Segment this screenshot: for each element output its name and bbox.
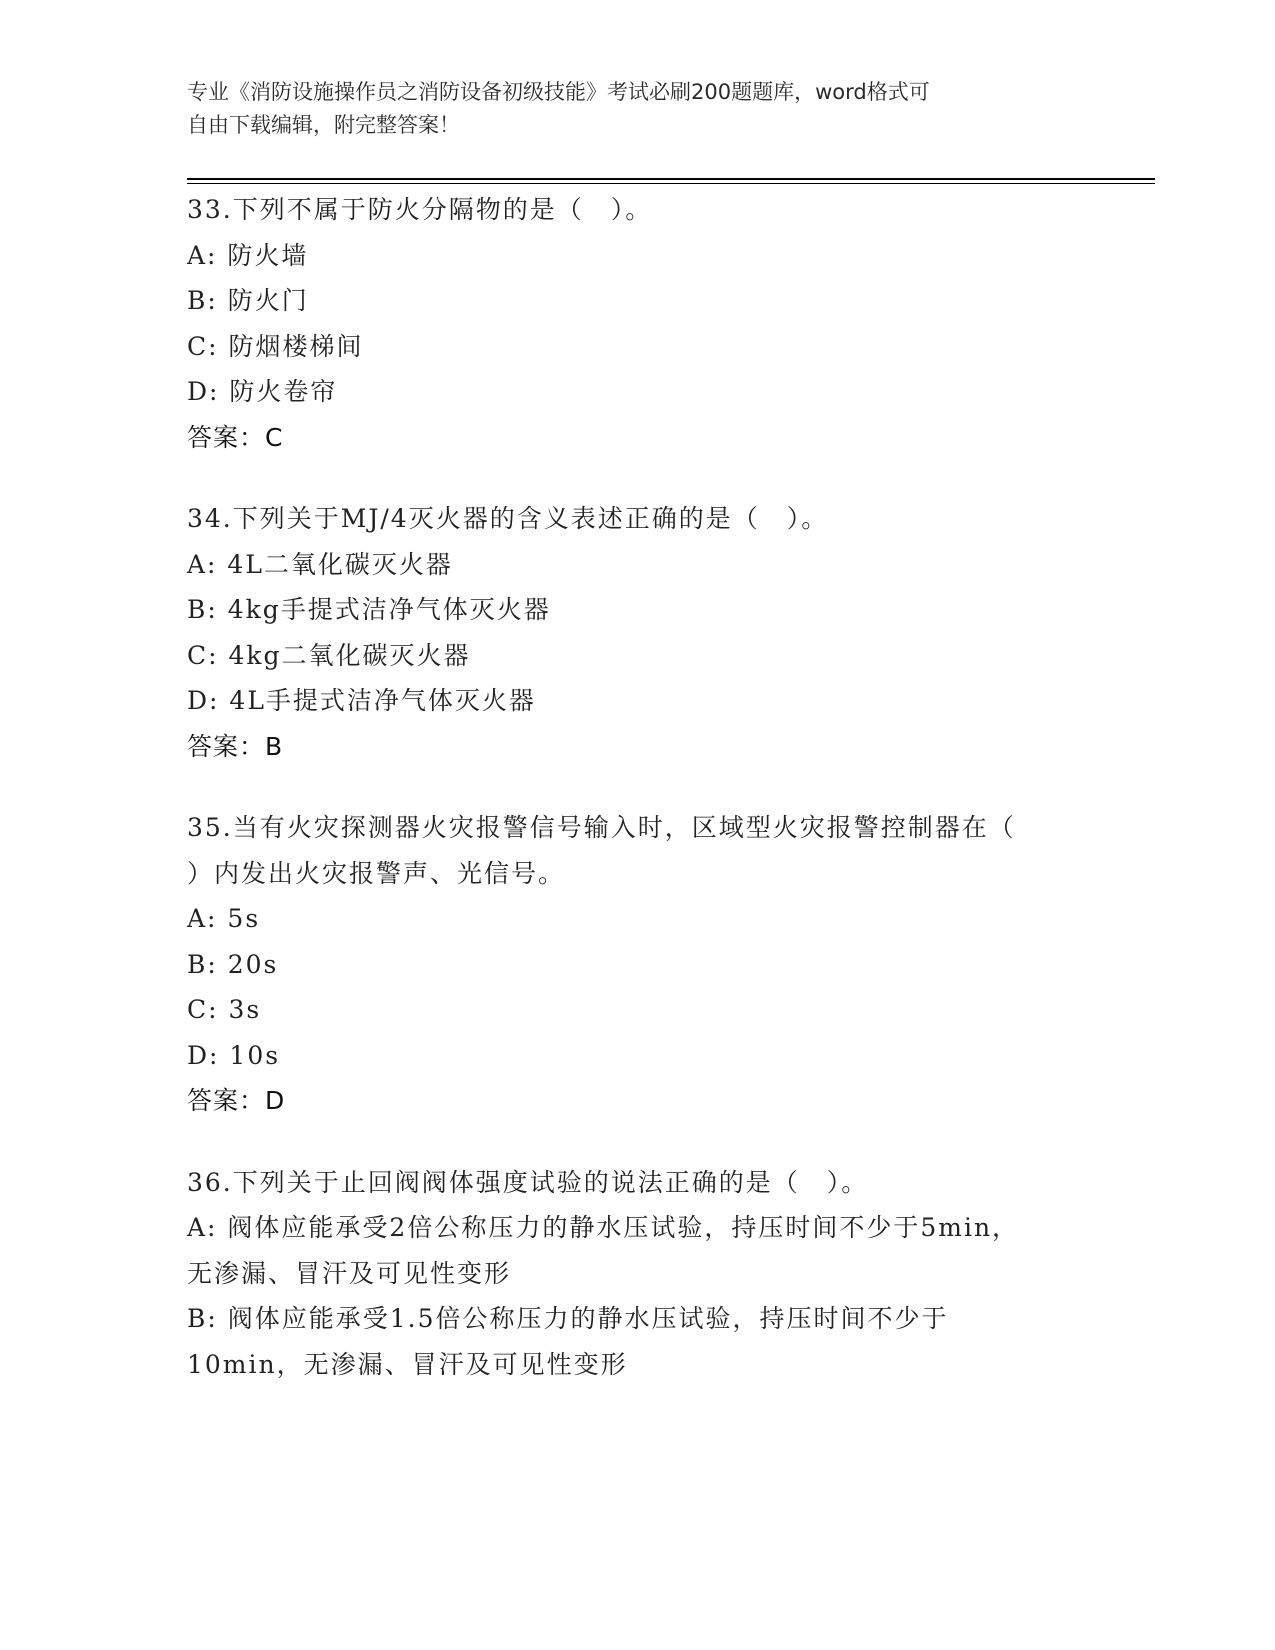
header-divider-thin: [187, 183, 1155, 184]
answer: 答案：C: [187, 422, 284, 452]
question-36: [187, 1160, 1087, 1388]
header-line-2: 自由下载编辑，附完整答案！: [187, 113, 460, 137]
option-c: C: 防烟楼梯间: [187, 331, 364, 361]
question-text-line-1: 35.当有火灾探测器火灾报警信号输入时，区域型火灾报警控制器在（: [187, 813, 1016, 842]
option-c: C: 4kg二氧化碳灭火器: [187, 640, 471, 670]
option-a: A: 防火墙: [187, 240, 309, 270]
answer: 答案：D: [187, 1086, 286, 1115]
page-header: [187, 76, 1087, 142]
option-c: C: 3s: [187, 995, 262, 1024]
option-d: D: 10s: [187, 1040, 281, 1070]
question-34: [187, 496, 1087, 769]
option-b: B: 20s: [187, 949, 279, 979]
option-d: D: 4L手提式洁净气体灭火器: [187, 686, 536, 715]
question-33: [187, 187, 1087, 460]
option-b: B: 4kg手提式洁净气体灭火器: [187, 595, 551, 624]
option-a-line-1: A: 阀体应能承受2倍公称压力的静水压试验，持压时间不少于5min，: [187, 1213, 1020, 1242]
header-line-1: 专业《消防设施操作员之消防设备初级技能》考试必刷200题题库，word格式可: [187, 80, 930, 104]
question-text: 36.下列关于止回阀阀体强度试验的说法正确的是（ ）。: [187, 1167, 869, 1197]
option-a: A: 4L二氧化碳灭火器: [187, 549, 453, 579]
question-text-line-2: ）内发出火灾报警声、光信号。: [187, 858, 566, 888]
option-b-line-2: 10min，无渗漏、冒汗及可见性变形: [187, 1349, 628, 1379]
option-a-line-2: 无渗漏、冒汗及可见性变形: [187, 1258, 512, 1288]
option-b: B: 防火门: [187, 286, 309, 315]
question-list: [187, 187, 1087, 1423]
option-d: D: 防火卷帘: [187, 377, 338, 406]
question-35: [187, 805, 1087, 1124]
question-text: 33.下列不属于防火分隔物的是（ ）。: [187, 195, 653, 224]
question-text: 34.下列关于MJ/4灭火器的含义表述正确的是（ ）。: [187, 504, 829, 533]
answer: 答案：B: [187, 731, 284, 761]
header-divider-thick: [187, 178, 1155, 180]
option-b-line-1: B: 阀体应能承受1.5倍公称压力的静水压试验，持压时间不少于: [187, 1304, 949, 1333]
option-a: A: 5s: [187, 904, 261, 933]
